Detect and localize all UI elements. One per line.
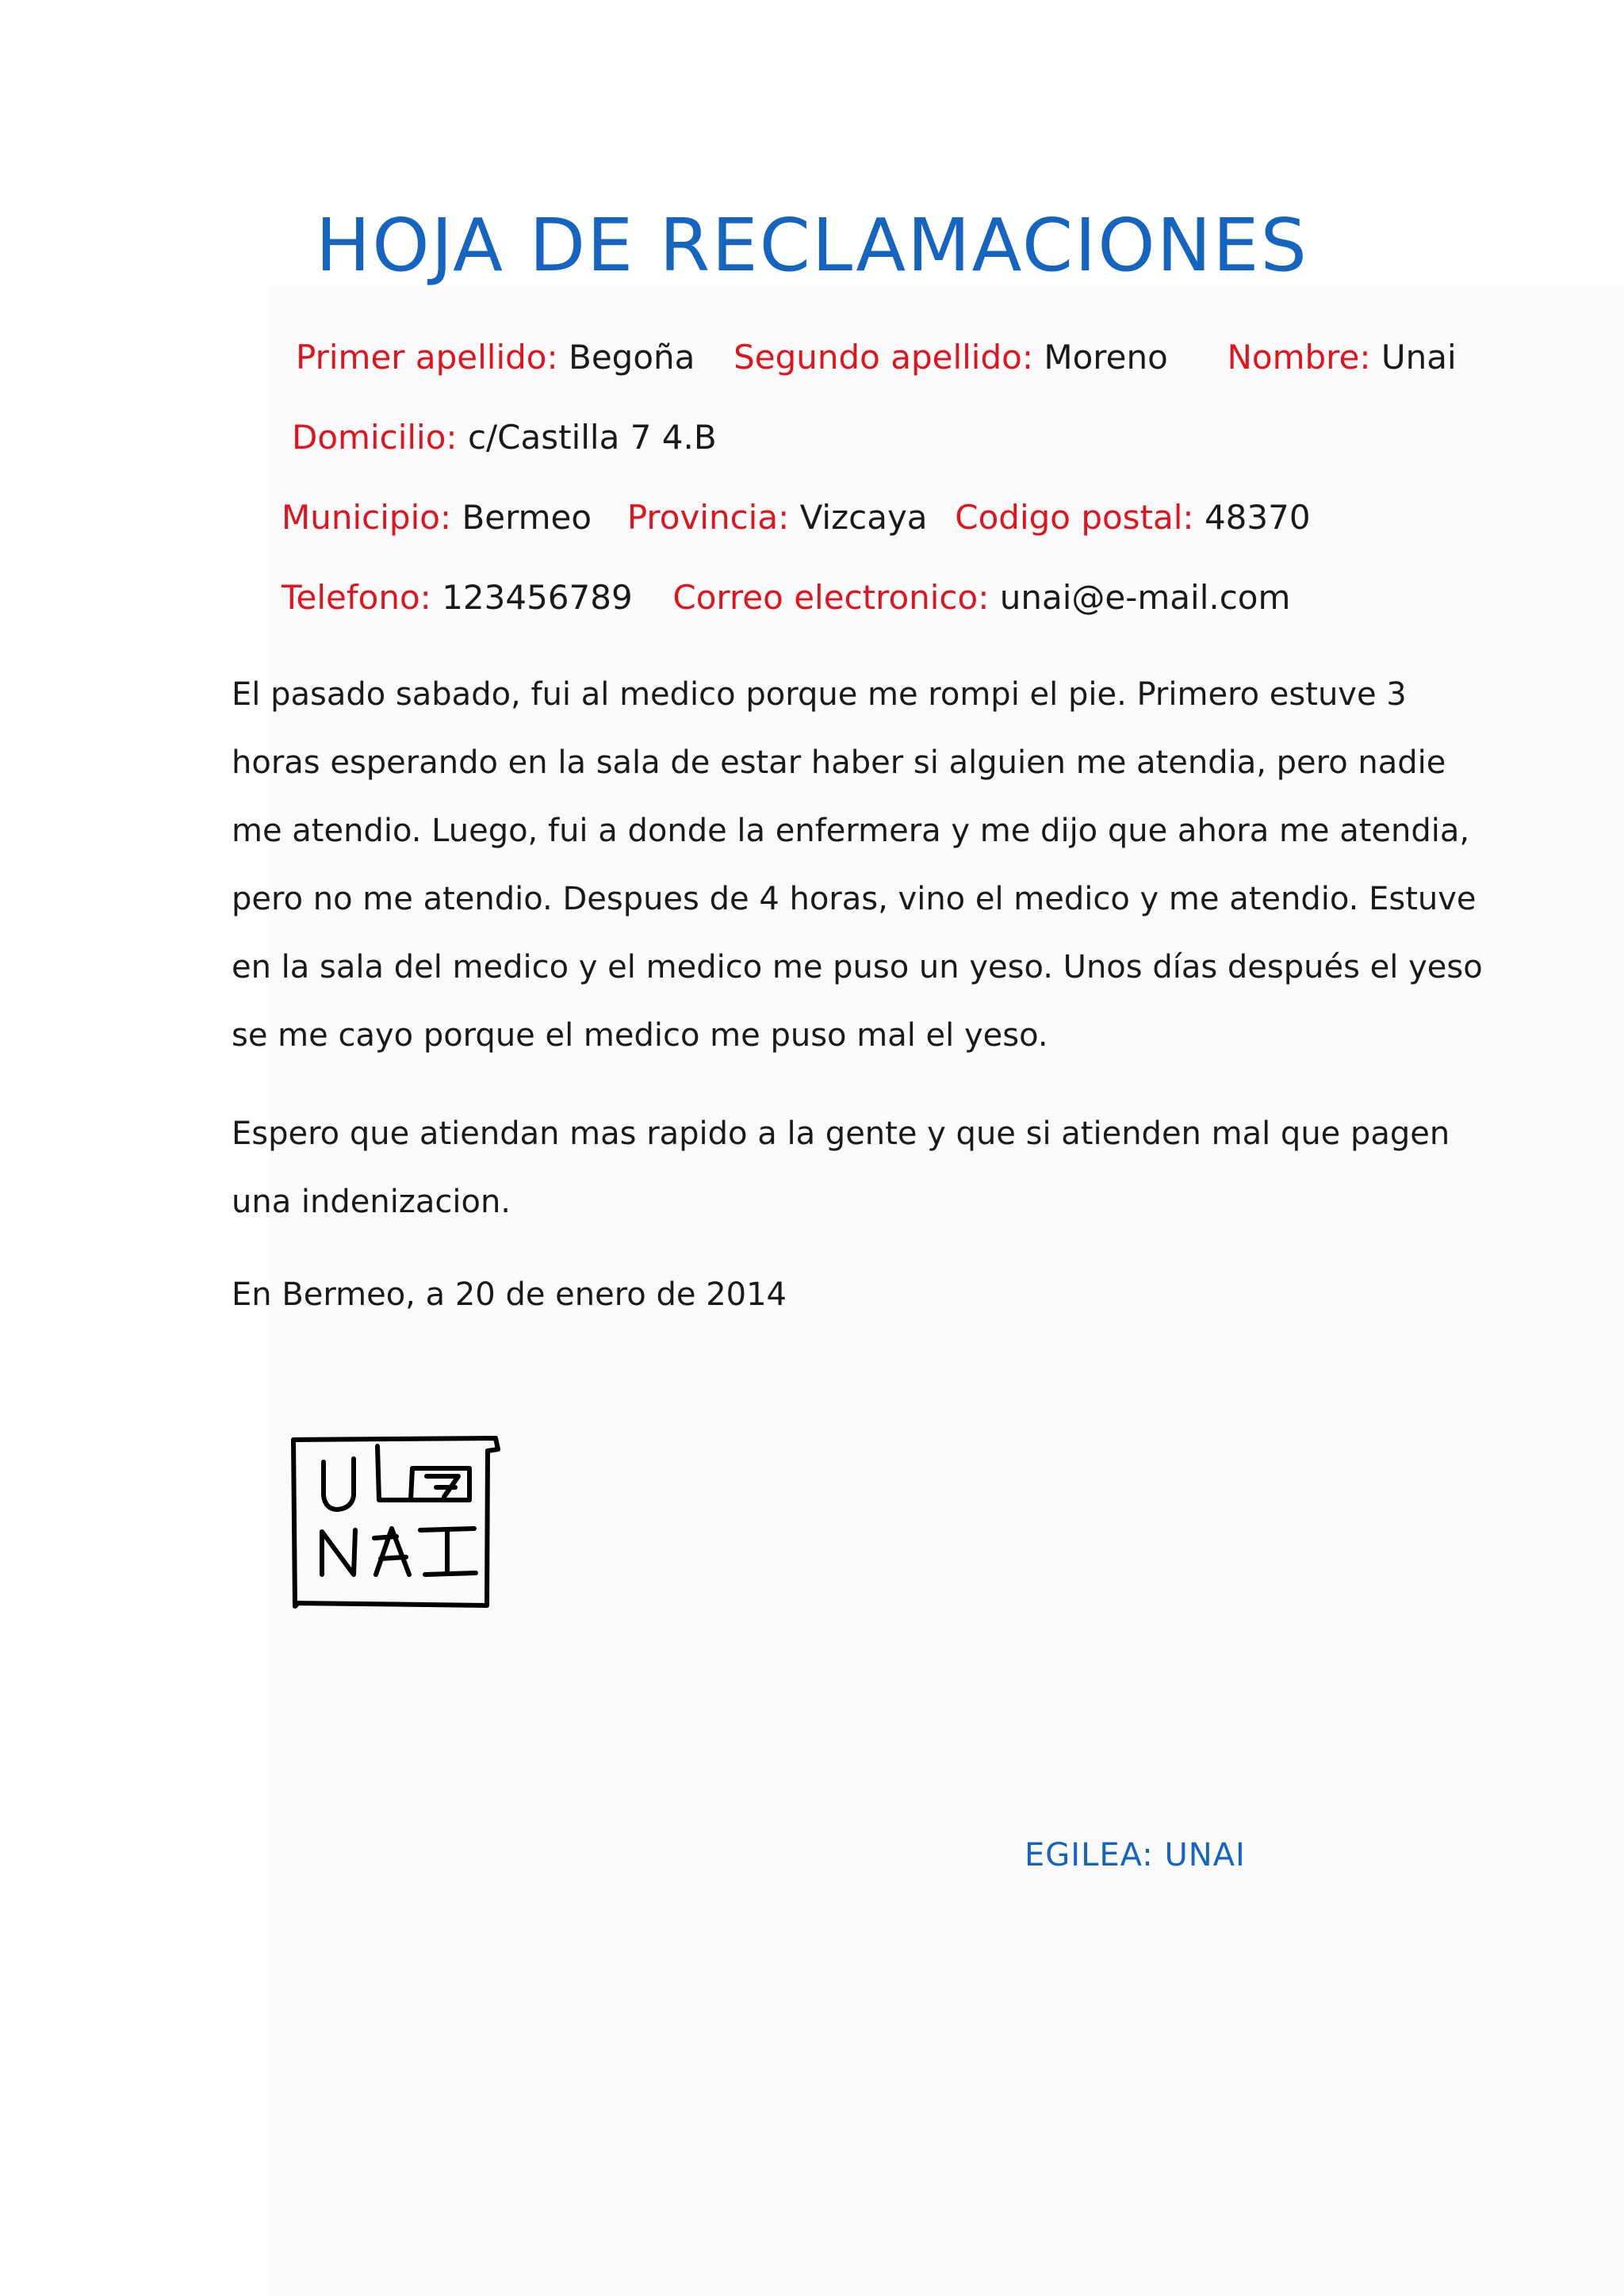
- primer-apellido-value: Begoña: [569, 338, 695, 377]
- info-line-contact: [282, 576, 1290, 620]
- info-line-address: [292, 415, 717, 460]
- paragraph-1-line: se me cayo porque el medico me puso mal el yeso.: [232, 1017, 1048, 1054]
- info-line-location: [282, 496, 1311, 540]
- telefono-label: Telefono:: [282, 578, 431, 617]
- codigo-postal-value: 48370: [1204, 498, 1311, 537]
- telefono-value: 123456789: [442, 578, 633, 617]
- document-title: HOJA DE RECLAMACIONES: [316, 203, 1308, 288]
- correo-label: Correo electronico:: [672, 578, 990, 617]
- author-label: EGILEA: UNAI: [1025, 1837, 1246, 1873]
- segundo-apellido-label: Segundo apellido:: [733, 338, 1033, 377]
- domicilio-value: c/Castilla 7 4.B: [467, 418, 717, 457]
- paragraph-1-line: pero no me atendio. Despues de 4 horas, vino el medico y me atendio. Estuve: [232, 881, 1477, 917]
- provincia-value: Vizcaya: [799, 498, 928, 537]
- municipio-label: Municipio:: [282, 498, 452, 537]
- complaint-paragraph-2: [232, 1100, 1450, 1236]
- provincia-label: Provincia:: [626, 498, 790, 537]
- primer-apellido-label: Primer apellido:: [296, 338, 558, 377]
- paragraph-1-line: en la sala del medico y el medico me puso un yeso. Unos días después el yeso: [232, 949, 1483, 985]
- paragraph-2-line: Espero que atiendan mas rapido a la gente y que si atienden mal que pagen: [232, 1115, 1450, 1152]
- closing-place-date: En Bermeo, a 20 de enero de 2014: [232, 1276, 787, 1313]
- complaint-paragraph-1: [232, 660, 1483, 1070]
- handwritten-signature-icon: [285, 1427, 508, 1617]
- paragraph-1-line: El pasado sabado, fui al medico porque me rompi el pie. Primero estuve 3: [232, 676, 1407, 713]
- paragraph-2-line: una indenizacion.: [232, 1184, 511, 1220]
- correo-value: unai@e-mail.com: [999, 578, 1291, 617]
- paragraph-1-line: me atendio. Luego, fui a donde la enfermera y me dijo que ahora me atendia,: [232, 813, 1470, 849]
- nombre-label: Nombre:: [1227, 338, 1371, 377]
- info-line-names: [296, 335, 1457, 380]
- paragraph-1-line: horas esperando en la sala de estar haber si alguien me atendia, pero nadie: [232, 744, 1446, 781]
- segundo-apellido-value: Moreno: [1044, 338, 1168, 377]
- codigo-postal-label: Codigo postal:: [955, 498, 1194, 537]
- municipio-value: Bermeo: [462, 498, 592, 537]
- nombre-value: Unai: [1381, 338, 1457, 377]
- domicilio-label: Domicilio:: [292, 418, 458, 457]
